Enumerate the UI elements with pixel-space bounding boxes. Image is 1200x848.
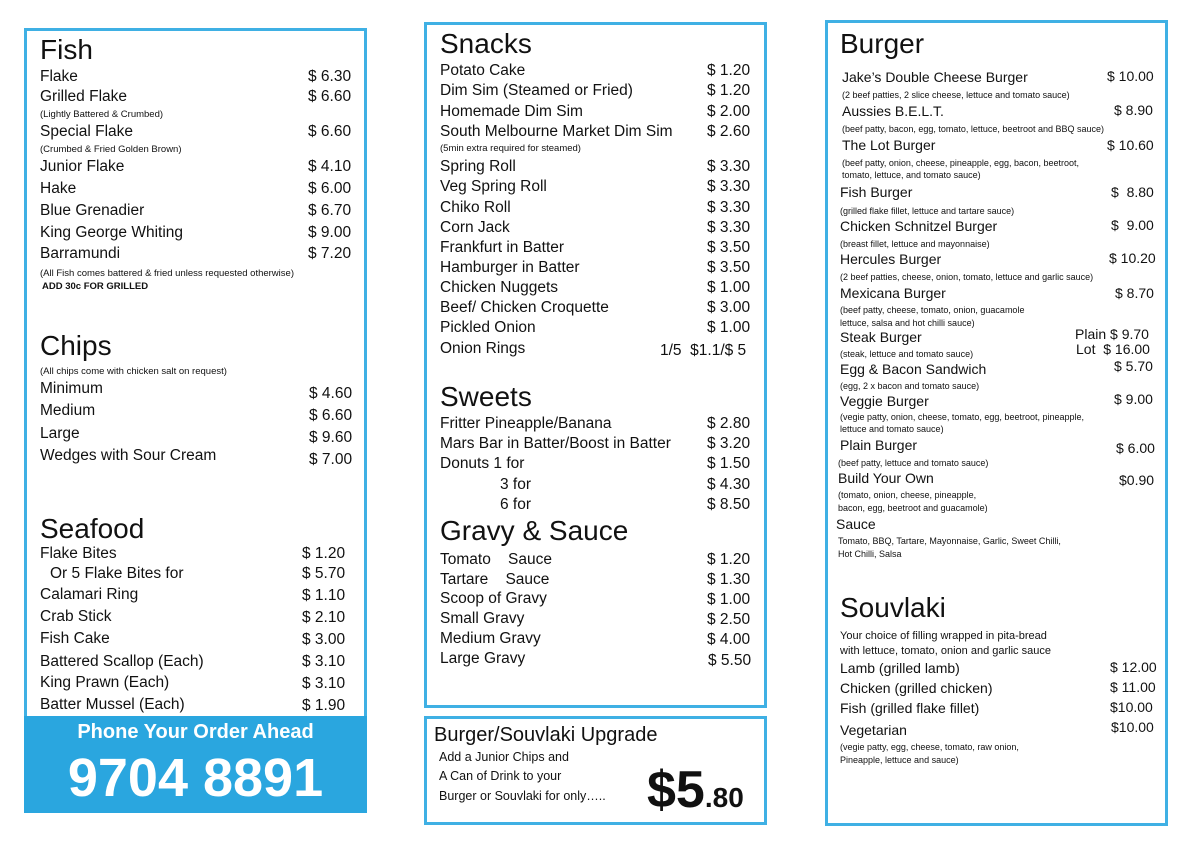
- menu-note: (All chips come with chicken salt on request): [40, 366, 227, 377]
- souvlaki-heading: Souvlaki: [840, 592, 946, 623]
- menu-item: Jake’s Double Cheese Burger: [842, 69, 1028, 85]
- upgrade-line: Add a Junior Chips and: [439, 750, 569, 764]
- menu-price: $ 5.50: [708, 652, 752, 669]
- menu-item: Sauce: [836, 516, 876, 532]
- seafood-heading: Seafood: [40, 513, 145, 544]
- menu-price: $ 1.00: [707, 319, 751, 336]
- menu-item: Beef/ Chicken Croquette: [440, 299, 609, 316]
- menu-item: Veggie Burger: [840, 393, 929, 409]
- menu-item: Or 5 Flake Bites for: [50, 565, 184, 582]
- menu-item: Lamb (grilled lamb): [840, 660, 960, 676]
- menu-price: $ 8.70: [1115, 285, 1154, 301]
- menu-item: Barramundi: [40, 245, 121, 262]
- menu-price: $10.00: [1110, 699, 1153, 715]
- menu-price: $ 3.10: [302, 675, 346, 692]
- menu-item: Calamari Ring: [40, 586, 139, 603]
- menu-price: $ 3.30: [707, 178, 751, 195]
- menu-item: Donuts 1 for: [440, 455, 525, 472]
- menu-price: $ 3.50: [707, 239, 751, 256]
- menu-price: $ 12.00: [1110, 659, 1157, 675]
- menu-price: $ 8.50: [707, 496, 751, 513]
- upgrade-price-cents: .80: [704, 782, 744, 813]
- menu-item: Frankfurt in Batter: [440, 239, 565, 256]
- menu-item: Mexicana Burger: [840, 285, 946, 301]
- menu-item: Pickled Onion: [440, 319, 536, 336]
- menu-note: (steak, lettuce and tomato sauce): [840, 349, 974, 359]
- menu-note: (beef patty, cheese, tomato, onion, guacamole: [840, 305, 1025, 315]
- menu-price: $ 1.10: [302, 587, 346, 604]
- menu-price: $ 10.60: [1107, 137, 1154, 153]
- gravy-heading: Gravy & Sauce: [440, 515, 629, 546]
- menu-price: $ 2.80: [707, 415, 751, 432]
- snacks-heading: Snacks: [440, 28, 532, 59]
- menu-item: 3 for: [500, 476, 532, 493]
- menu-price: $ 1.20: [707, 551, 751, 568]
- sweets-heading: Sweets: [440, 381, 532, 412]
- menu-price: $ 8.90: [1114, 102, 1153, 118]
- menu-note: Pineapple, lettuce and sauce): [840, 755, 959, 765]
- menu-item: Hamburger in Batter: [440, 259, 580, 276]
- menu-item: Potato Cake: [440, 62, 526, 79]
- menu-price: $ 1.20: [707, 62, 751, 79]
- menu-item: Mars Bar in Batter/Boost in Batter: [440, 435, 671, 452]
- menu-price: $ 1.00: [707, 279, 751, 296]
- menu-item: Tartare Sauce: [440, 571, 550, 588]
- menu-note: (beef patty, lettuce and tomato sauce): [838, 458, 989, 468]
- upgrade-line: Burger or Souvlaki for only…..: [439, 789, 606, 803]
- menu-price: $ 1.20: [707, 82, 751, 99]
- menu-price: $ 6.00: [308, 180, 352, 197]
- menu-price: Lot $ 16.00: [1076, 341, 1150, 357]
- menu-item: Fish Burger: [840, 184, 913, 200]
- menu-item: Plain Burger: [840, 437, 918, 453]
- menu-price: $ 1.30: [707, 571, 751, 588]
- menu-note: (Crumbed & Fried Golden Brown): [40, 144, 182, 155]
- menu-item: Batter Mussel (Each): [40, 696, 185, 713]
- menu-price: $ 7.00: [309, 451, 353, 468]
- menu-price: $ 9.60: [309, 429, 353, 446]
- menu-note: Hot Chilli, Salsa: [838, 549, 902, 559]
- menu-price: $ 8.80: [1111, 184, 1154, 200]
- menu-price: $ 3.30: [707, 158, 751, 175]
- menu-note: Tomato, BBQ, Tartare, Mayonnaise, Garlic, Sweet Chilli,: [838, 536, 1061, 546]
- menu-price: $ 1.20: [302, 545, 346, 562]
- menu-item: Onion Rings: [440, 340, 526, 357]
- menu-item: Hercules Burger: [840, 251, 942, 267]
- menu-price: $ 6.70: [308, 202, 352, 219]
- menu-note: (5min extra required for steamed): [440, 143, 581, 154]
- menu-price: $ 4.60: [309, 385, 353, 402]
- menu-item: King Prawn (Each): [40, 674, 170, 691]
- menu-price: $ 3.50: [707, 259, 751, 276]
- menu-price: $0.90: [1119, 472, 1155, 488]
- menu-item: Hake: [40, 180, 77, 197]
- menu-price: $ 9.00: [1114, 391, 1153, 407]
- menu-item: Chicken (grilled chicken): [840, 680, 993, 696]
- menu-price: $ 3.20: [707, 435, 751, 452]
- menu-price: $10.00: [1111, 719, 1154, 735]
- menu-item: Flake: [40, 68, 78, 85]
- menu-price: $ 5.70: [1114, 358, 1153, 374]
- menu-price: $ 2.60: [707, 123, 751, 140]
- menu-item: Medium Gravy: [440, 630, 541, 647]
- menu-item: Dim Sim (Steamed or Fried): [440, 82, 633, 99]
- menu-item: Minimum: [40, 380, 103, 397]
- menu-item: Fritter Pineapple/Banana: [440, 415, 612, 432]
- menu-note: (vegie patty, onion, cheese, tomato, egg, beetroot, pineapple,: [840, 412, 1084, 422]
- menu-item: Grilled Flake: [40, 88, 127, 105]
- menu-item: Crab Stick: [40, 608, 112, 625]
- menu-item: Large: [40, 425, 80, 442]
- menu-item: Tomato Sauce: [440, 551, 553, 568]
- menu-item: Medium: [40, 402, 96, 419]
- menu-item: Battered Scallop (Each): [40, 653, 204, 670]
- menu-price: $ 3.00: [707, 299, 751, 316]
- menu-price: $ 3.30: [707, 219, 751, 236]
- menu-price: Plain $ 9.70: [1075, 326, 1149, 342]
- menu-price: $ 3.30: [707, 199, 751, 216]
- menu-item: The Lot Burger: [842, 137, 936, 153]
- menu-note: lettuce, salsa and hot chilli sauce): [840, 318, 975, 328]
- upgrade-price-main: $5: [647, 761, 705, 819]
- menu-note: lettuce and tomato sauce): [840, 424, 944, 434]
- phone-number: 9704 8891: [67, 748, 324, 808]
- menu-price: $ 2.00: [707, 103, 751, 120]
- menu-price: $ 1.00: [707, 591, 751, 608]
- menu-note: (Lightly Battered & Crumbed): [40, 109, 164, 120]
- menu-note: (2 beef patties, cheese, onion, tomato, lettuce and garlic sauce): [840, 272, 1094, 282]
- menu-price: $ 9.00: [1111, 217, 1154, 233]
- menu-item: Flake Bites: [40, 545, 117, 562]
- menu-price: $ 1.50: [707, 455, 751, 472]
- menu-item: Large Gravy: [440, 650, 526, 667]
- burger-heading: Burger: [840, 28, 925, 59]
- menu-item: Steak Burger: [840, 329, 922, 345]
- menu-note: (beef patty, onion, cheese, pineapple, egg, bacon, beetroot,: [842, 158, 1080, 168]
- menu-item: 6 for: [500, 496, 532, 513]
- menu-item: Special Flake: [40, 123, 134, 140]
- menu-item: Homemade Dim Sim: [440, 103, 583, 120]
- menu-note: (tomato, onion, cheese, pineapple,: [838, 490, 977, 500]
- menu-note: bacon, egg, beetroot and guacamole): [838, 503, 988, 513]
- menu-price: $ 4.10: [308, 158, 352, 175]
- menu-price: $ 1.90: [302, 697, 346, 714]
- menu-note: (beef patty, bacon, egg, tomato, lettuce, beetroot and BBQ sauce): [842, 124, 1104, 134]
- menu-item: Blue Grenadier: [40, 202, 145, 219]
- menu-price: $ 6.30: [308, 68, 352, 85]
- menu-price: $ 6.60: [309, 407, 353, 424]
- menu-note: (grilled flake fillet, lettuce and tartare sauce): [840, 206, 1015, 216]
- menu-item: Spring Roll: [440, 158, 516, 175]
- phone-order-banner: [24, 716, 367, 813]
- menu-note: (2 beef patties, 2 slice cheese, lettuce and tomato sauce): [842, 90, 1070, 100]
- menu-price: $ 2.10: [302, 609, 346, 626]
- menu-price: $ 3.10: [302, 653, 346, 670]
- menu-price: $ 10.00: [1107, 68, 1154, 84]
- menu-note: (vegie patty, egg, cheese, tomato, raw onion,: [840, 742, 1019, 752]
- chips-heading: Chips: [40, 330, 112, 361]
- menu-price: $ 3.00: [302, 631, 346, 648]
- menu-note: ADD 30c FOR GRILLED: [42, 281, 149, 292]
- menu-price: $ 9.00: [308, 224, 352, 241]
- menu-price: $ 10.20: [1109, 250, 1156, 266]
- upgrade-price: [647, 760, 744, 833]
- menu-item: Wedges with Sour Cream: [40, 447, 217, 464]
- menu-note: (All Fish comes battered & fried unless requested otherwise): [40, 268, 294, 279]
- menu-item: Corn Jack: [440, 219, 510, 236]
- upgrade-heading: Burger/Souvlaki Upgrade: [434, 724, 658, 746]
- menu-price: $ 2.50: [707, 611, 751, 628]
- menu-item: Vegetarian: [840, 722, 907, 738]
- menu-price: $ 4.30: [707, 476, 751, 493]
- menu-item: Aussies B.E.L.T.: [842, 103, 944, 119]
- menu-price: $ 4.00: [707, 631, 751, 648]
- menu-item: Scoop of Gravy: [440, 590, 547, 607]
- menu-price: $ 5.70: [302, 565, 346, 582]
- menu-note: (egg, 2 x bacon and tomato sauce): [840, 381, 980, 391]
- souvlaki-intro: with lettuce, tomato, onion and garlic sauce: [840, 645, 1051, 657]
- menu-item: Build Your Own: [838, 470, 934, 486]
- menu-price: $ 7.20: [308, 245, 352, 262]
- upgrade-line: A Can of Drink to your: [439, 769, 562, 783]
- menu-item: Junior Flake: [40, 158, 125, 175]
- menu-price: $ 6.60: [308, 88, 352, 105]
- menu-item: Small Gravy: [440, 610, 525, 627]
- menu-note: (breast fillet, lettuce and mayonnaise): [840, 239, 990, 249]
- menu-note: tomato, lettuce, and tomato sauce): [842, 170, 981, 180]
- menu-price: $ 11.00: [1110, 679, 1156, 695]
- phone-order-label: Phone Your Order Ahead: [77, 721, 314, 743]
- menu-price: 1/5 $1.1/$ 5: [660, 342, 747, 359]
- menu-price: $ 6.60: [308, 123, 352, 140]
- menu-item: King George Whiting: [40, 224, 184, 241]
- menu-item: Chicken Schnitzel Burger: [840, 218, 998, 234]
- menu-item: Veg Spring Roll: [440, 178, 547, 195]
- menu-price: $ 6.00: [1116, 440, 1155, 456]
- menu-item: Chiko Roll: [440, 199, 511, 216]
- fish-heading: Fish: [40, 34, 93, 65]
- menu-item: Egg & Bacon Sandwich: [840, 361, 987, 377]
- menu-item: Fish (grilled flake fillet): [840, 700, 980, 716]
- menu-item: Chicken Nuggets: [440, 279, 559, 296]
- menu-item: South Melbourne Market Dim Sim: [440, 123, 673, 140]
- menu-item: Fish Cake: [40, 630, 110, 647]
- souvlaki-intro: Your choice of filling wrapped in pita-bread: [840, 630, 1047, 642]
